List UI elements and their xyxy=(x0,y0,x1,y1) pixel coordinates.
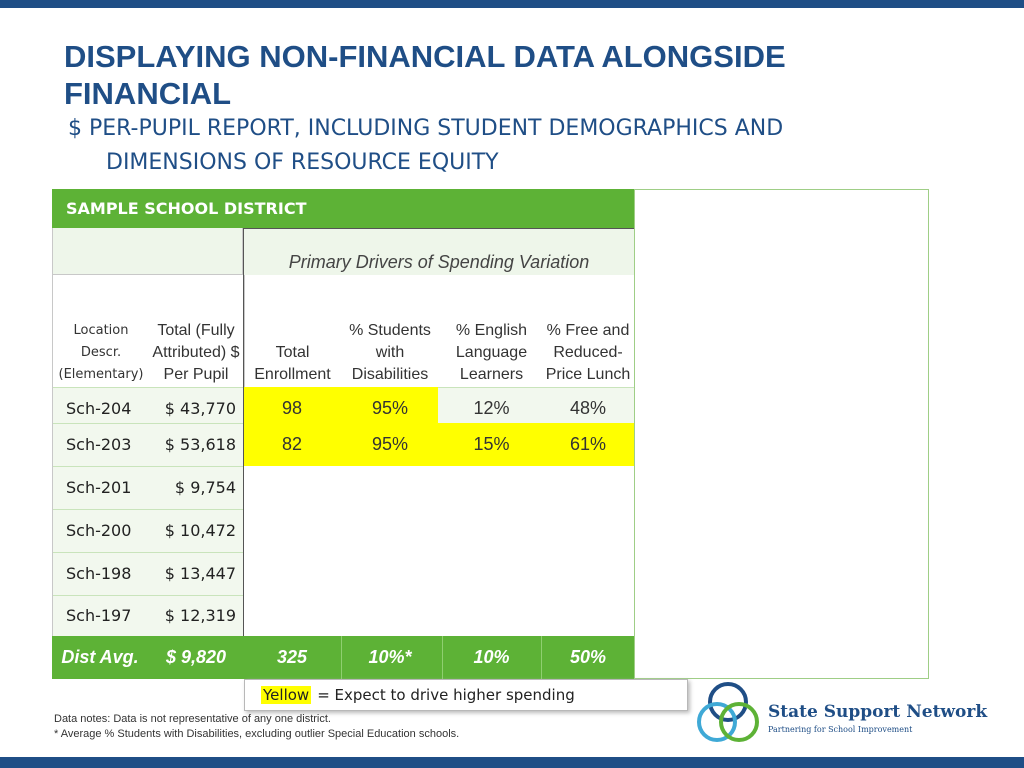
average-ell: 10% xyxy=(444,636,539,679)
per-pupil-value: $ 12,319 xyxy=(164,606,236,625)
swd-value: 95% xyxy=(371,434,409,454)
average-label: Dist Avg. xyxy=(52,636,148,679)
logo-rings-icon xyxy=(688,678,768,752)
per-pupil-value: $ 10,472 xyxy=(164,521,236,540)
data-note-line: * Average % Students with Disabilities, excluding outlier Special Education schools. xyxy=(54,728,460,740)
frl-value: 61% xyxy=(569,434,607,454)
average-per-pupil: $ 9,820 xyxy=(148,636,244,679)
grid-line xyxy=(243,275,244,636)
legend-box xyxy=(244,679,688,711)
average-enrollment: 325 xyxy=(244,636,340,679)
grid-line xyxy=(541,636,542,679)
enrollment-value: 82 xyxy=(281,434,303,454)
page-subtitle-line-1: $ PER-PUPIL REPORT, INCLUDING STUDENT DEMOGRAPHICS AND xyxy=(68,116,784,141)
average-frl: 50% xyxy=(542,636,634,679)
school-name: Sch-203 xyxy=(66,435,132,454)
header-enrollment: Total Enrollment xyxy=(244,275,340,387)
legend-text: = Expect to drive higher spending xyxy=(317,686,575,704)
frl-value: 48% xyxy=(569,398,607,418)
drivers-label: Primary Drivers of Spending Variation xyxy=(243,228,634,275)
data-note-line: Data notes: Data is not representative of any one district. xyxy=(54,713,331,725)
per-pupil-value: $ 9,754 xyxy=(174,478,236,497)
average-swd: 10%* xyxy=(340,636,440,679)
per-pupil-table xyxy=(52,189,929,679)
district-header: SAMPLE SCHOOL DISTRICT xyxy=(52,189,634,228)
page-subtitle-line-2: DIMENSIONS OF RESOURCE EQUITY xyxy=(106,150,499,175)
school-name: Sch-197 xyxy=(66,606,132,625)
page-title: DISPLAYING NON-FINANCIAL DATA ALONGSIDE FINANCIAL xyxy=(64,39,786,111)
per-pupil-value: $ 13,447 xyxy=(164,564,236,583)
legend-swatch: Yellow xyxy=(263,686,310,704)
header-students-disabilities: % Students with Disabilities xyxy=(349,322,431,383)
school-name: Sch-200 xyxy=(66,521,132,540)
blank-side-panel xyxy=(634,189,929,679)
grid-line xyxy=(52,228,53,636)
header-free-reduced-lunch: % Free and Reduced-Price Lunch xyxy=(545,322,631,383)
state-support-network-logo xyxy=(688,678,988,752)
data-notes xyxy=(54,712,459,742)
swd-value: 95% xyxy=(371,398,409,418)
logo-name: State Support Network xyxy=(768,702,988,722)
school-name: Sch-198 xyxy=(66,564,132,583)
ell-value: 15% xyxy=(473,434,510,454)
ell-value: 12% xyxy=(473,398,510,418)
bottom-accent-bar xyxy=(0,757,1024,768)
per-pupil-value: $ 53,618 xyxy=(164,435,236,454)
enrollment-value: 98 xyxy=(281,398,303,418)
header-total-per-pupil: Total (Fully Attributed) $ Per Pupil xyxy=(152,322,240,383)
header-location: Location Descr. (Elementary) xyxy=(58,323,144,382)
top-accent-bar xyxy=(0,0,1024,8)
logo-tagline: Partnering for School Improvement xyxy=(768,725,913,734)
school-name: Sch-204 xyxy=(66,399,132,418)
grid-line xyxy=(341,636,342,679)
per-pupil-value: $ 43,770 xyxy=(164,399,236,418)
header-english-learners: % English Language Learners xyxy=(455,322,528,383)
header-spacer xyxy=(52,228,243,275)
grid-line xyxy=(442,636,443,679)
school-name: Sch-201 xyxy=(66,478,132,497)
